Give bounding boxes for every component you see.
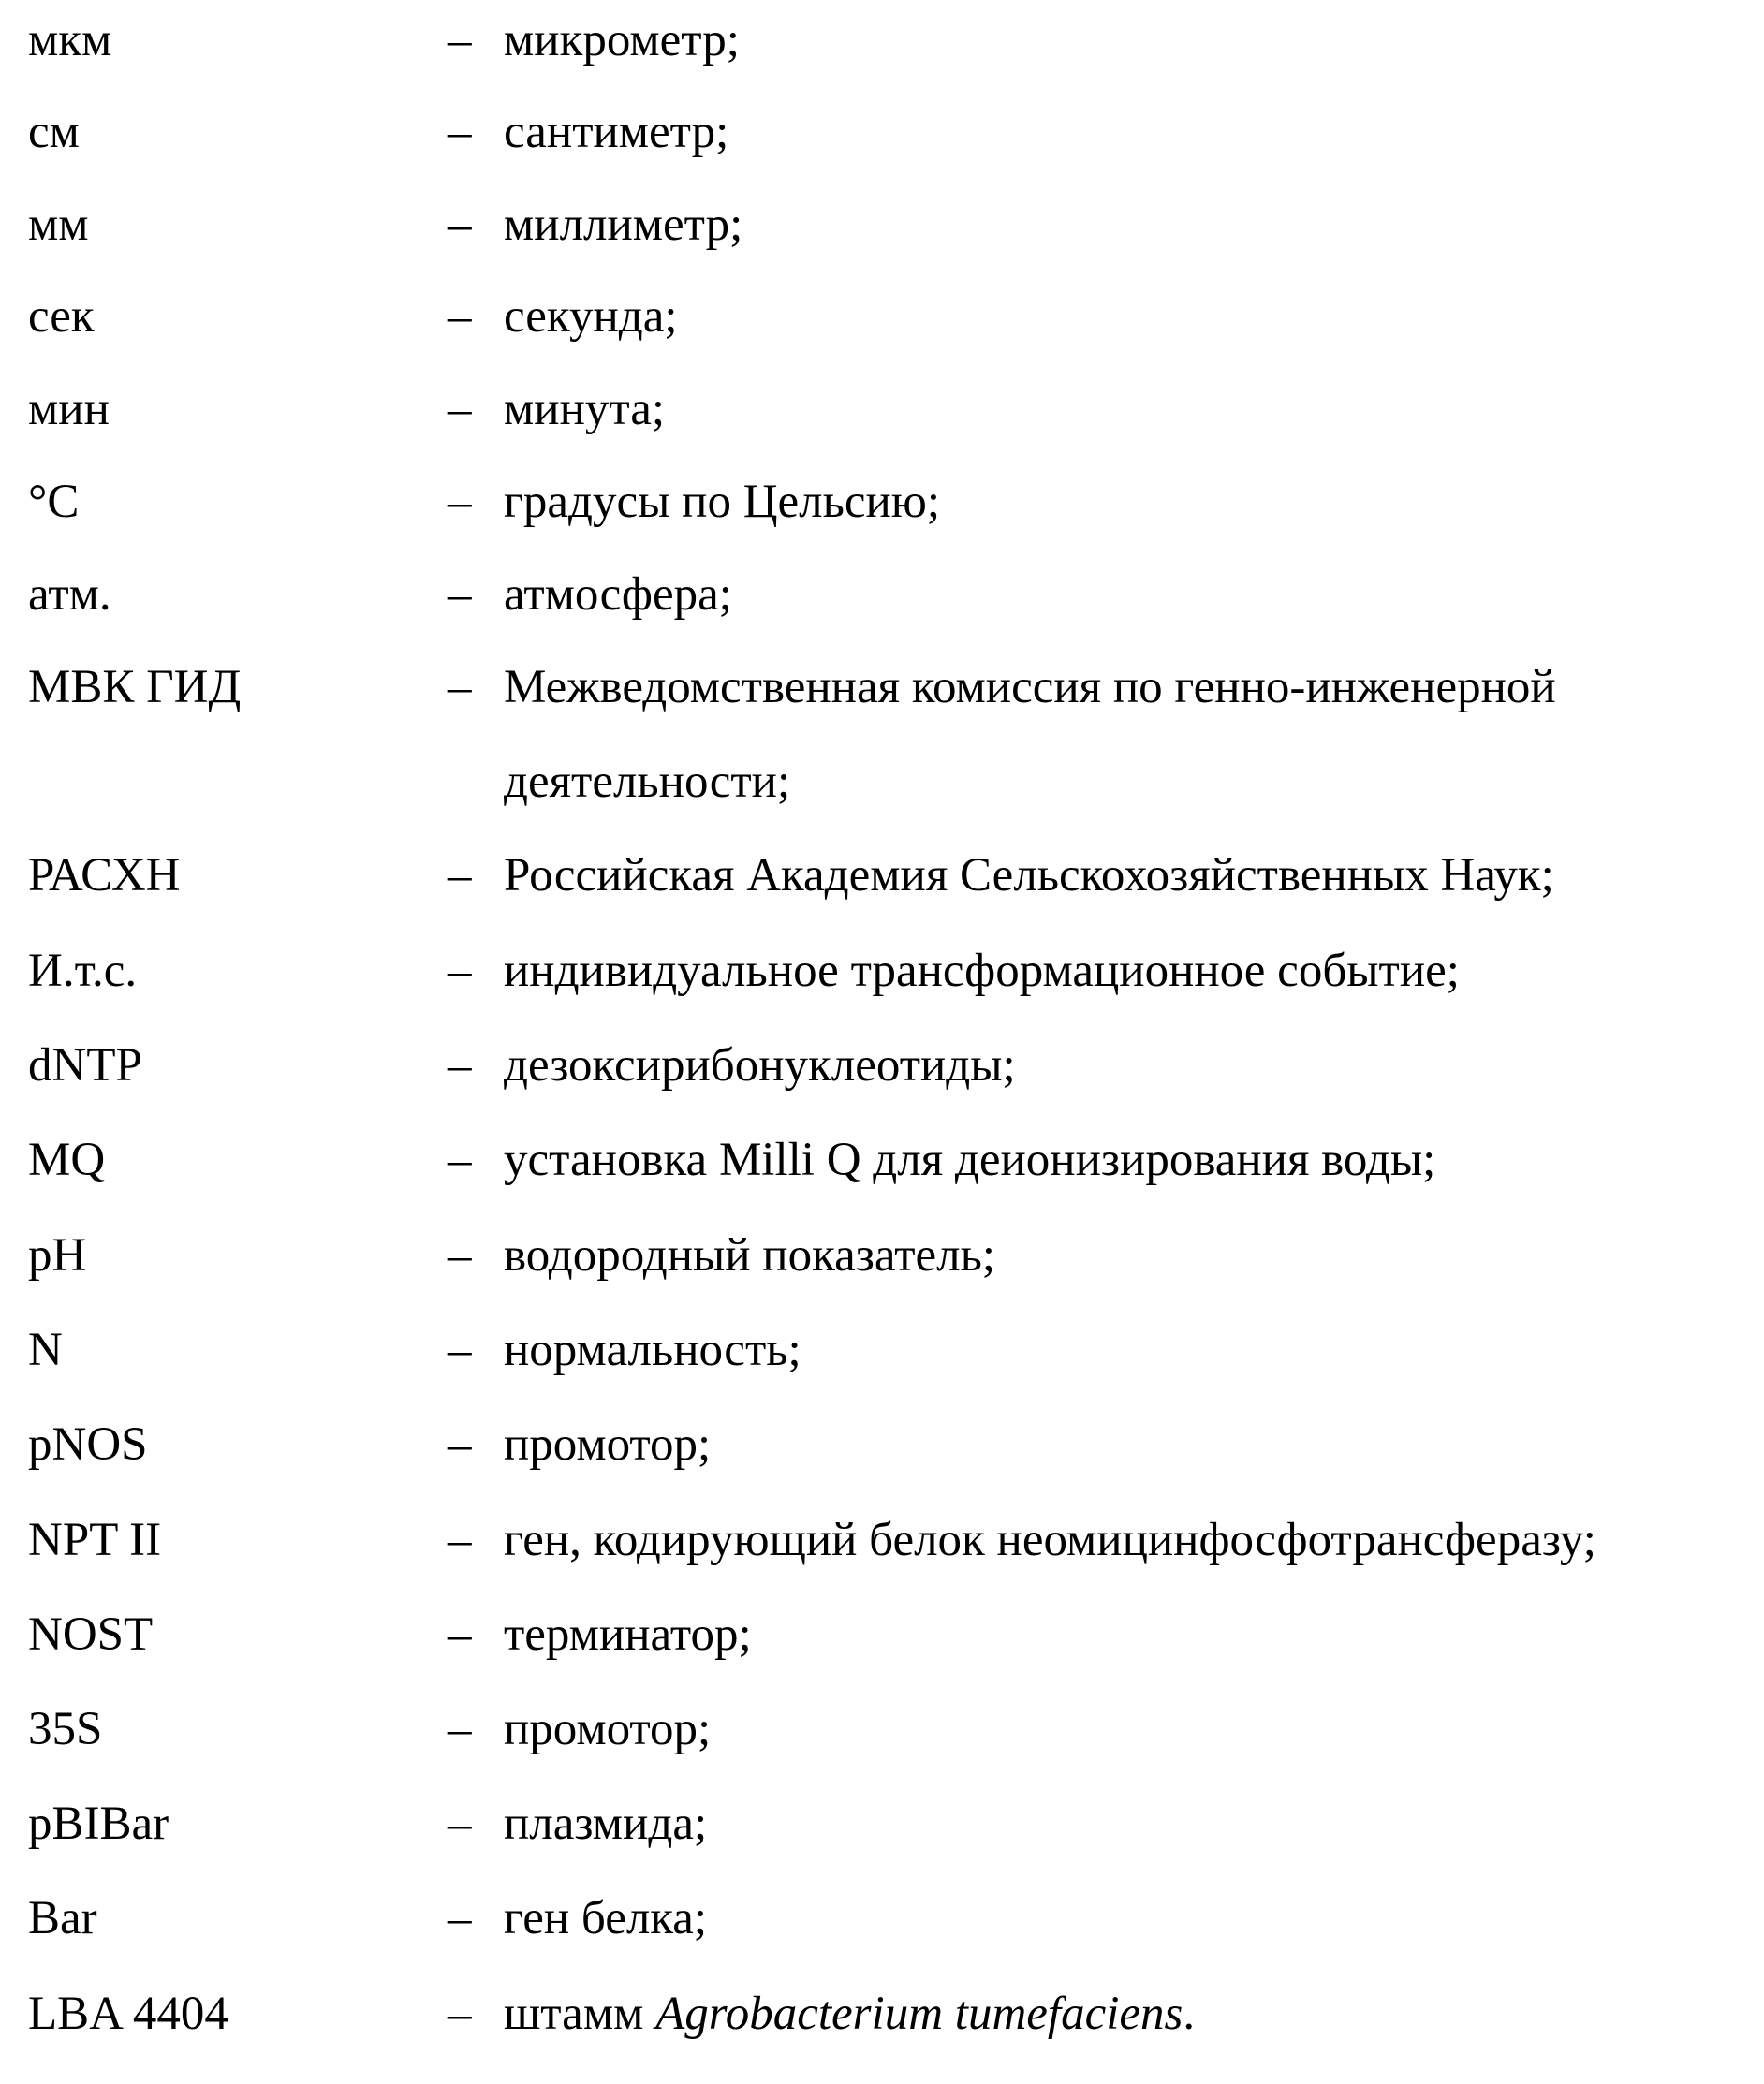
abbreviation-term: атм. (28, 571, 111, 619)
abbreviation-term: pBIBar (28, 1800, 169, 1848)
abbreviation-row (0, 1990, 1764, 2084)
dash: – (448, 1517, 472, 1564)
dash: – (448, 1042, 472, 1090)
dash: – (448, 1611, 472, 1659)
abbreviation-definition (504, 1967, 1749, 2062)
abbreviation-term: мм (28, 201, 89, 249)
abbreviation-definition: атмосфера; (504, 548, 1749, 642)
species-name: Agrobacterium tumefaciens (655, 1988, 1183, 2040)
abbreviation-term: dNTP (28, 1042, 142, 1090)
dash: – (448, 386, 472, 433)
dash: – (448, 17, 472, 65)
dash: – (448, 1421, 472, 1469)
abbreviation-term: Bar (28, 1895, 97, 1943)
abbreviation-definition: дезоксирибонуклеотиды; (504, 1019, 1749, 1113)
abbreviation-list (0, 0, 1764, 2071)
dash: – (448, 201, 472, 249)
dash: – (448, 1800, 472, 1848)
dash: – (448, 1327, 472, 1374)
abbreviation-definition: миллиметр; (504, 178, 1749, 272)
abbreviation-definition: промотор; (504, 1398, 1749, 1492)
abbreviation-term: мин (28, 386, 110, 433)
abbreviation-term: N (28, 1327, 63, 1374)
abbreviation-definition: ген белка; (504, 1871, 1749, 1966)
abbreviation-definition: плазмида; (504, 1777, 1749, 1871)
abbreviation-term: И.т.с. (28, 947, 137, 995)
dash: – (448, 571, 472, 619)
abbreviation-term: MQ (28, 1137, 105, 1184)
dash: – (448, 293, 472, 341)
abbreviation-definition: ген, кодирующий белок неомицинфосфотрансферазу; (504, 1493, 1749, 1588)
abbreviation-term: мкм (28, 17, 111, 65)
abbreviation-term: сек (28, 293, 95, 341)
abbreviation-definition: нормальность; (504, 1303, 1749, 1398)
dash: – (448, 109, 472, 156)
abbreviation-definition: микрометр; (504, 0, 1749, 88)
abbreviation-term: МВК ГИД (28, 664, 241, 712)
abbreviation-row (0, 664, 1764, 851)
abbreviation-definition: градусы по Цельсию; (504, 455, 1749, 550)
abbreviation-term: см (28, 109, 80, 156)
abbreviation-term: pH (28, 1232, 86, 1280)
definition-text: штамм (504, 1988, 655, 2040)
dash: – (448, 1706, 472, 1754)
abbreviation-definition: водородный показатель; (504, 1209, 1749, 1303)
abbreviation-term: pNOS (28, 1421, 148, 1469)
dash: – (448, 1232, 472, 1280)
abbreviation-term: NPT II (28, 1517, 161, 1564)
abbreviation-definition: Межведомственная комиссия по генно-инженерной деятельности; (504, 640, 1749, 829)
dash: – (448, 852, 472, 900)
abbreviation-term: РАСХН (28, 852, 181, 900)
dash: – (448, 478, 472, 526)
dash: – (448, 1137, 472, 1184)
abbreviation-definition: Российская Академия Сельскохозяйственных Наук; (504, 829, 1749, 923)
abbreviation-term: NOST (28, 1611, 153, 1659)
abbreviation-definition: установка Milli Q для деионизирования воды; (504, 1113, 1749, 1208)
dash: – (448, 1990, 472, 2038)
abbreviation-definition: индивидуальное трансформационное событие; (504, 924, 1749, 1019)
abbreviation-term: °С (28, 478, 79, 526)
definition-period: . (1183, 1988, 1195, 2040)
dash: – (448, 1895, 472, 1943)
abbreviation-definition: сантиметр; (504, 85, 1749, 180)
dash: – (448, 664, 472, 712)
abbreviation-term: LBA 4404 (28, 1990, 228, 2038)
dash: – (448, 947, 472, 995)
abbreviation-definition: секунда; (504, 270, 1749, 364)
abbreviation-term: 35S (28, 1706, 102, 1754)
abbreviation-definition: терминатор; (504, 1588, 1749, 1682)
abbreviation-definition: минута; (504, 362, 1749, 457)
abbreviation-definition: промотор; (504, 1682, 1749, 1777)
